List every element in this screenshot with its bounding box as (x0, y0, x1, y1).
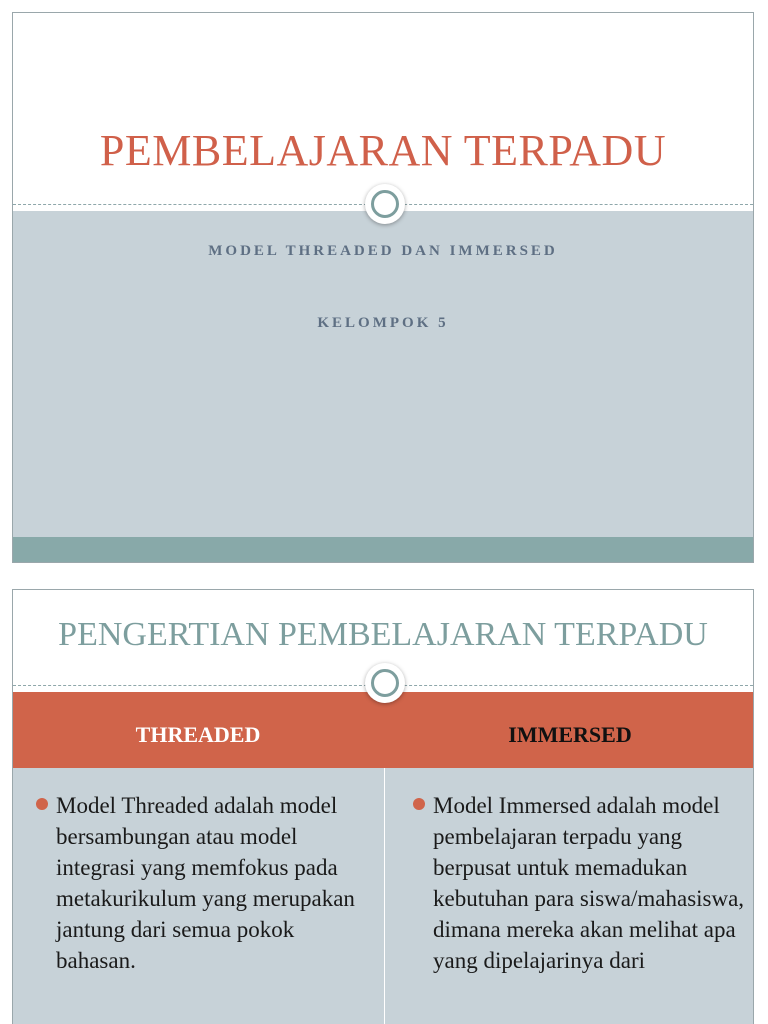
bullet-icon (413, 798, 425, 810)
immersed-definition: Model Immersed adalah model pembelajaran terpadu yang berpusat untuk memadukan kebutuhan para siswa/mahasiswa, dimana mereka akan melihat apa yang dipelajarinya dari (433, 793, 745, 973)
bullet-icon (36, 798, 48, 810)
column-header-threaded: THREADED (135, 722, 261, 747)
title-area (13, 13, 753, 211)
slide-title: PEMBELAJARAN TERPADU (99, 126, 667, 175)
footer-band (13, 537, 753, 563)
group-label: KELOMPOK 5 (317, 315, 449, 331)
column-divider (384, 768, 385, 1024)
column-header-immersed: IMMERSED (508, 722, 632, 747)
title-slide (12, 12, 754, 563)
threaded-definition: Model Threaded adalah model bersambungan atau model integrasi yang memfokus pada metakurikulum yang merupakan jantung dari semua pokok bahasan. (56, 793, 355, 973)
slide-subtitle: MODEL THREADED DAN IMMERSED (208, 243, 558, 259)
definition-slide (12, 589, 754, 1024)
slide-title: PENGERTIAN PEMBELAJARAN TERPADU (58, 616, 708, 653)
circle-ornament-icon (365, 184, 405, 224)
circle-ornament-icon (365, 663, 405, 703)
